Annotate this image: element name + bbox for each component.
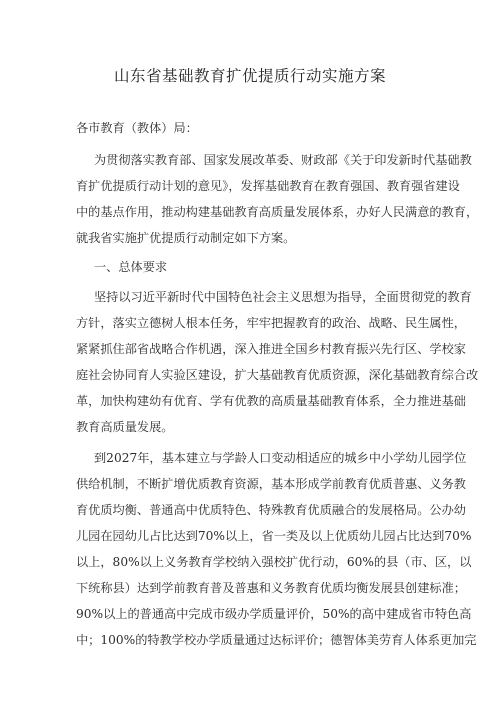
paragraph-1-line-2: 育扩优提质行动计划的意见》，发挥基础教育在教育强国、教育强省建设 <box>76 179 460 193</box>
paragraph-3-line-6: 下统称县）达到学前教育普及普惠和义务教育优质均衡发展县创建标准； <box>76 581 466 595</box>
paragraph-1-line-4: 就我省实施扩优提质行动制定如下方案。 <box>76 231 296 245</box>
paragraph-3-line-5: 以上，80%以上义务教育学校纳入强校扩优行动，60%的县（市、区，以 <box>76 555 472 569</box>
paragraph-3-line-1: 到2027年，基本建立与学龄人口变动相适应的城乡中小学幼儿园学位 <box>94 451 467 465</box>
paragraph-2-line-5: 革，加快构建幼有优育、学有优教的高质量基础教育体系，全力推进基础 <box>76 394 466 408</box>
paragraph-3-line-2: 供给机制，不断扩增优质教育资源，基本形成学前教育优质普惠、义务教 <box>76 477 466 491</box>
salutation: 各市教育（教体）局： <box>76 121 198 135</box>
paragraph-2-line-2: 方针，落实立德树人根本任务，牢牢把握教育的政治、战略、民生属性， <box>76 316 466 330</box>
paragraph-3-line-7: 90%以上的普通高中完成市级办学质量评价，50%的高中建成省市特色高 <box>76 607 472 621</box>
paragraph-3-line-3: 育优质均衡、普通高中优质特色、特殊教育优质融合的发展格局。公办幼 <box>76 503 466 517</box>
paragraph-2-line-4: 庭社会协同育人实验区建设，扩大基础教育优质资源，深化基础教育综合改 <box>76 368 479 382</box>
paragraph-1-line-3: 中的基点作用，推动构建基础教育高质量发展体系，办好人民满意的教育， <box>76 205 479 219</box>
paragraph-3-line-8: 中；100%的特教学校办学质量通过达标评价；德智体美劳育人体系更加完 <box>76 633 477 647</box>
paragraph-2-line-3: 紧紧抓住部省战略合作机遇，深入推进全国乡村教育振兴先行区、学校家 <box>76 342 466 356</box>
document-title: 山东省基础教育扩优提质行动实施方案 <box>113 67 386 85</box>
paragraph-2-line-6: 教育高质量发展。 <box>76 420 174 434</box>
paragraph-1-line-1: 为贯彻落实教育部、国家发展改革委、财政部《关于印发新时代基础教 <box>94 153 472 167</box>
section-heading-1: 一、总体要求 <box>94 260 168 274</box>
paragraph-3-line-4: 儿园在园幼儿占比达到70%以上，省一类及以上优质幼儿园占比达到70% <box>76 529 472 543</box>
paragraph-2-line-1: 坚持以习近平新时代中国特色社会主义思想为指导，全面贯彻党的教育 <box>94 290 472 304</box>
